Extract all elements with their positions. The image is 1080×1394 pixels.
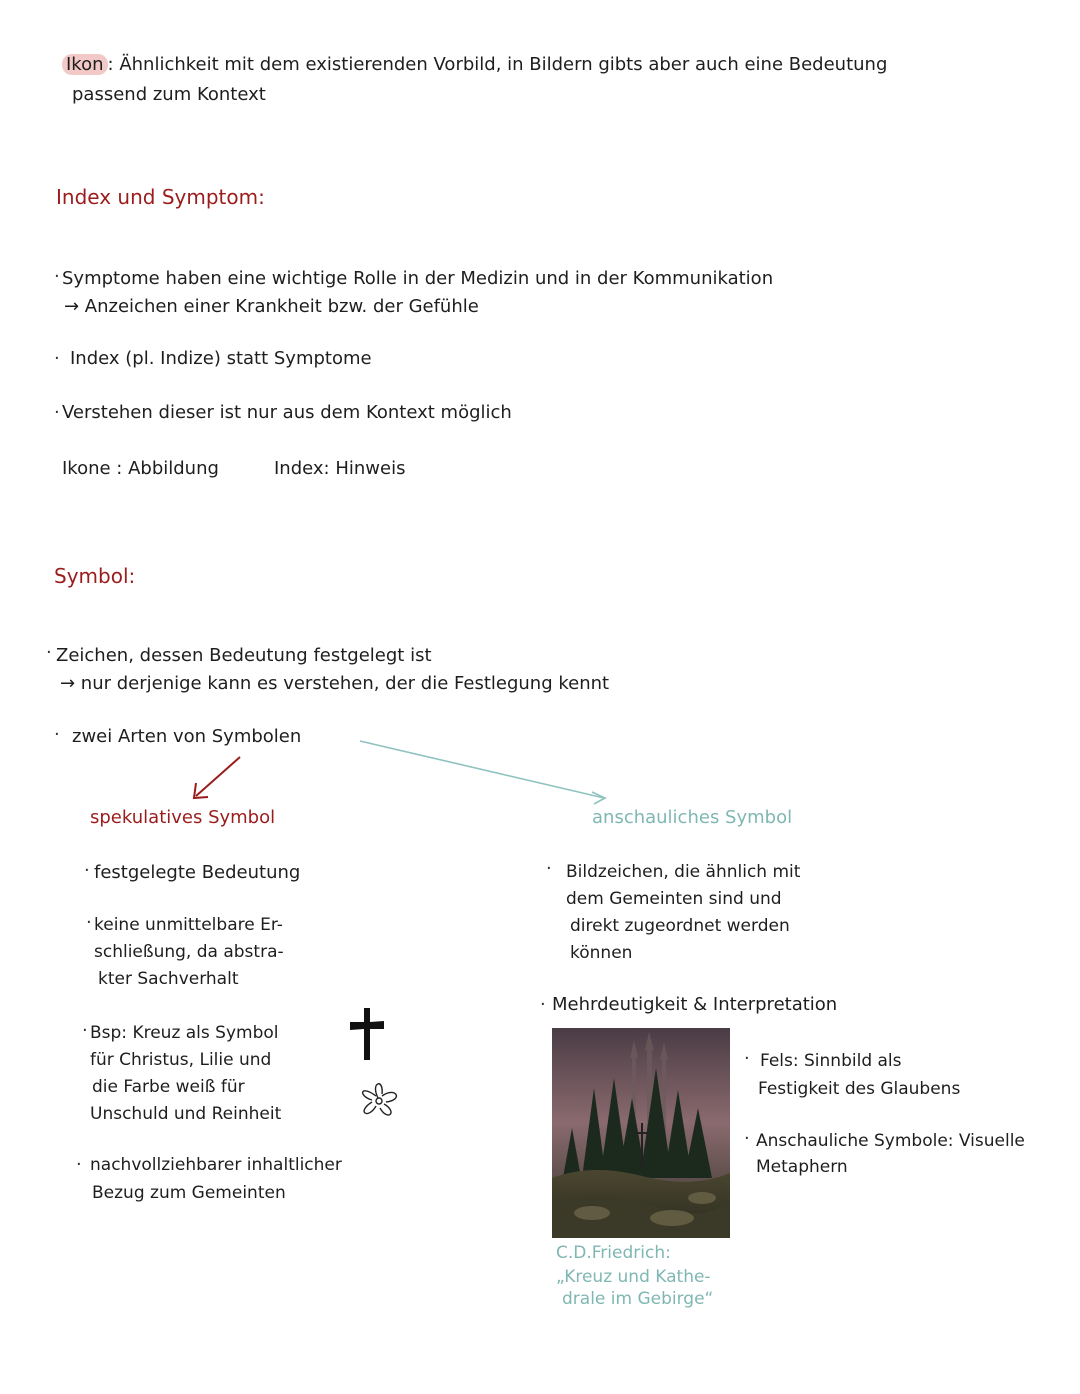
index-definition: Index: Hinweis	[274, 458, 406, 479]
symptom-line1: Symptome haben eine wichtige Rolle in der Medizin und in der Kommunikation	[62, 268, 774, 289]
ikone-definition: Ikone : Abbildung	[62, 458, 219, 479]
ansch-point-1-line: direkt zugeordnet werden	[570, 916, 790, 936]
fels-line: Fels: Sinnbild als	[760, 1051, 902, 1071]
visual-metaphor-line: Anschauliche Symbole: Visuelle	[756, 1131, 1025, 1151]
context-note: Verstehen dieser ist nur aus dem Kontext möglich	[62, 402, 512, 423]
bullet-dot: ·	[46, 642, 52, 663]
spec-point-3-line: Bsp: Kreuz als Symbol	[90, 1023, 279, 1043]
bullet-dot: ·	[54, 266, 60, 287]
caption-line: C.D.Friedrich:	[556, 1243, 671, 1263]
symbol-line1: Zeichen, dessen Bedeutung festgelegt ist	[56, 645, 432, 666]
caption-line: drale im Gebirge“	[562, 1289, 714, 1309]
ikon-line1: Ähnlichkeit mit dem existierenden Vorbild, in Bildern gibts aber auch eine Bedeutung	[119, 54, 888, 75]
symptom-line2: → Anzeichen einer Krankheit bzw. der Gefühle	[64, 296, 479, 317]
bullet-dot: ·	[84, 860, 90, 881]
index-plural: Index (pl. Indize) statt Symptome	[70, 348, 372, 369]
spec-point-1: festgelegte Bedeutung	[94, 862, 301, 883]
bullet-dot: ·	[54, 724, 60, 745]
symbol-line2: → nur derjenige kann es verstehen, der die Festlegung kennt	[60, 673, 610, 694]
bullet-dot: ·	[744, 1128, 750, 1149]
symbol-heading: Symbol:	[54, 564, 136, 588]
caption-line: „Kreuz und Kathe-	[556, 1267, 711, 1287]
bullet-dot: ·	[546, 858, 552, 879]
spec-point-4-line: nachvollziehbarer inhaltlicher	[90, 1155, 342, 1175]
cross-icon	[344, 1004, 390, 1064]
spec-point-2-line: kter Sachverhalt	[98, 969, 239, 989]
ansch-point-1-line: dem Gemeinten sind und	[566, 889, 782, 909]
fels-line: Festigkeit des Glaubens	[758, 1079, 961, 1099]
bullet-dot: ·	[54, 348, 60, 369]
speculative-heading: spekulatives Symbol	[90, 807, 276, 828]
arrow-right-icon	[360, 741, 605, 804]
anschaulich-heading: anschauliches Symbol	[592, 807, 793, 828]
bullet-dot: ·	[76, 1154, 82, 1175]
index-heading: Index und Symptom:	[56, 185, 265, 209]
spec-point-2-line: keine unmittelbare Er-	[94, 915, 283, 935]
two-kinds: zwei Arten von Symbolen	[72, 726, 302, 747]
ikon-colon: :	[107, 54, 114, 75]
ikon-line2: passend zum Kontext	[72, 84, 266, 105]
bullet-dot: ·	[82, 1020, 88, 1041]
visual-metaphor-line: Metaphern	[756, 1157, 848, 1177]
arrow-down-left-icon	[194, 757, 240, 798]
bullet-dot: ·	[744, 1048, 750, 1069]
spec-point-4-line: Bezug zum Gemeinten	[92, 1183, 286, 1203]
painting-image	[552, 1028, 730, 1238]
spec-point-3-line: Unschuld und Reinheit	[90, 1104, 282, 1124]
ikon-term: Ikon	[62, 54, 108, 75]
bullet-dot: ·	[540, 994, 546, 1015]
spec-point-2-line: schließung, da abstra-	[94, 942, 284, 962]
spec-point-3-line: die Farbe weiß für	[92, 1077, 245, 1097]
bullet-dot: ·	[54, 402, 60, 423]
spec-point-3-line: für Christus, Lilie und	[90, 1050, 272, 1070]
ansch-point-1-line: können	[570, 943, 633, 963]
ansch-point-1-line: Bildzeichen, die ähnlich mit	[566, 862, 801, 882]
lily-flower-icon	[352, 1076, 408, 1122]
ansch-point-2: Mehrdeutigkeit & Interpretation	[552, 994, 838, 1015]
bullet-dot: ·	[86, 912, 92, 933]
